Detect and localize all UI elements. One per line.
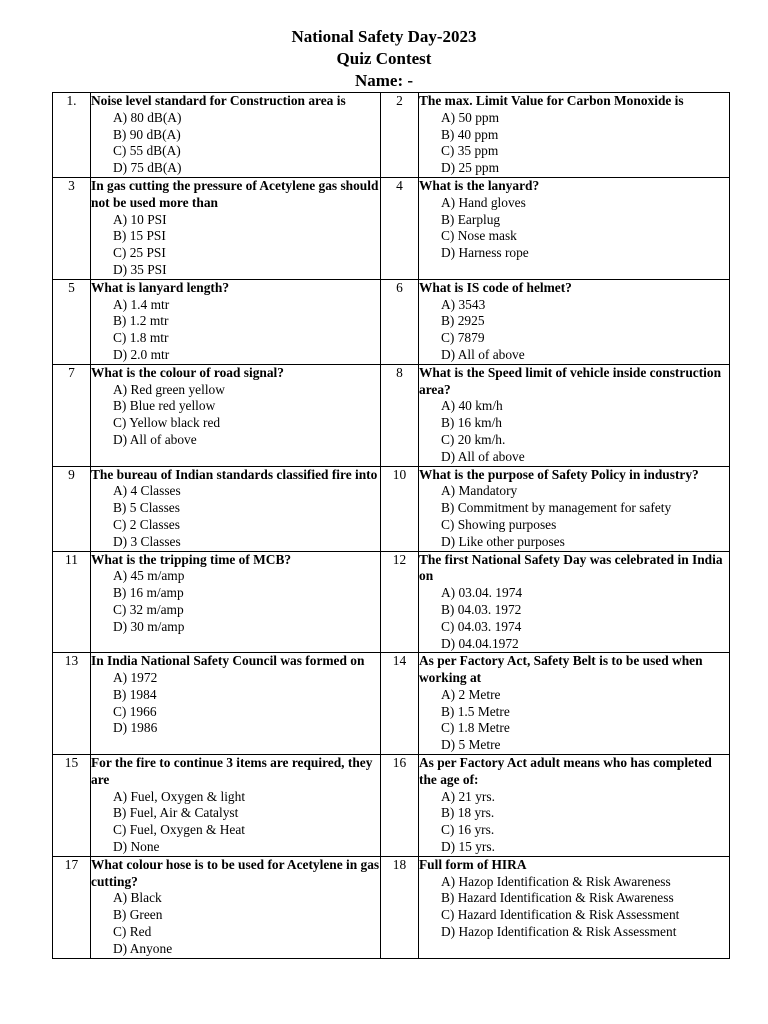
option-item: A) 1972 [113, 670, 158, 686]
option-item: B) Green [113, 907, 163, 923]
option-item: D) 75 dB(A) [113, 160, 182, 176]
question-text: What is the colour of road signal? [91, 364, 284, 380]
option-item: D) 25 ppm [441, 160, 500, 176]
question-cell [419, 755, 730, 857]
option-item: B) 15 PSI [113, 228, 166, 244]
option-item: A) 50 ppm [441, 109, 500, 125]
question-cell [419, 279, 730, 364]
question-cell [419, 856, 730, 958]
question-number: 4 [381, 177, 419, 279]
option-item: A) Hazop Identification & Risk Awareness [441, 873, 671, 889]
option-item: D) Hazop Identification & Risk Assessment [441, 924, 677, 940]
option-item: C) 04.03. 1974 [441, 618, 522, 634]
option-item: A) Black [113, 890, 162, 906]
option-item: D) Anyone [113, 940, 173, 956]
option-item: A) Fuel, Oxygen & light [113, 788, 246, 804]
question-number: 9 [53, 466, 91, 551]
option-item: A) 1.4 mtr [113, 296, 170, 312]
option-list [419, 483, 729, 550]
option-item: D) 35 PSI [113, 261, 167, 277]
option-item: B) 90 dB(A) [113, 126, 181, 142]
table-row [53, 755, 730, 857]
question-text: What is lanyard length? [91, 279, 230, 295]
option-item: B) Blue red yellow [113, 398, 216, 414]
question-cell [419, 364, 730, 466]
page-title: National Safety Day-2023 [291, 27, 477, 46]
option-item: D) Like other purposes [441, 533, 565, 549]
table-row [53, 93, 730, 178]
question-number: 11 [53, 551, 91, 653]
option-list [91, 297, 380, 364]
option-item: A) 80 dB(A) [113, 109, 182, 125]
table-row [53, 177, 730, 279]
quiz-table [52, 92, 730, 959]
question-number: 17 [53, 856, 91, 958]
question-text: Full form of HIRA [419, 856, 527, 872]
question-cell [91, 551, 381, 653]
table-row [53, 364, 730, 466]
question-number: 16 [381, 755, 419, 857]
option-item: A) 4 Classes [113, 483, 181, 499]
table-row [53, 856, 730, 958]
option-item: D) All of above [441, 346, 525, 362]
question-number: 2 [381, 93, 419, 178]
option-item: A) 40 km/h [441, 398, 503, 414]
question-number: 10 [381, 466, 419, 551]
question-cell [419, 466, 730, 551]
option-item: C) Hazard Identification & Risk Assessment [441, 907, 680, 923]
question-cell [91, 466, 381, 551]
option-item: D) 3 Classes [113, 533, 181, 549]
question-text: What colour hose is to be used for Acetylene in gas cutting? [91, 856, 380, 889]
question-text: The bureau of Indian standards classified fire into [91, 466, 378, 482]
option-item: B) 40 ppm [441, 126, 499, 142]
option-item: C) 1.8 mtr [113, 330, 169, 346]
question-text: Noise level standard for Construction area is [91, 93, 346, 108]
question-number: 6 [381, 279, 419, 364]
option-item: A) 21 yrs. [441, 788, 495, 804]
question-number: 3 [53, 177, 91, 279]
option-item: A) Hand gloves [441, 194, 526, 210]
option-list [91, 483, 380, 550]
option-list [419, 297, 729, 364]
option-item: B) 16 m/amp [113, 585, 184, 601]
option-item: B) 1.2 mtr [113, 313, 169, 329]
option-item: B) Hazard Identification & Risk Awareness [441, 890, 674, 906]
option-item: C) 35 ppm [441, 143, 499, 159]
option-list [91, 789, 380, 856]
option-item: A) Mandatory [441, 483, 518, 499]
question-cell [91, 177, 381, 279]
question-text: As per Factory Act adult means who has completed the age of: [419, 755, 712, 787]
option-list [419, 398, 729, 465]
table-row [53, 551, 730, 653]
option-item: C) 25 PSI [113, 245, 166, 261]
option-list [91, 110, 380, 177]
option-item: B) Commitment by management for safety [441, 500, 672, 516]
option-item: A) 2 Metre [441, 686, 501, 702]
table-row [53, 653, 730, 755]
option-item: D) 1986 [113, 720, 158, 736]
question-text: In India National Safety Council was formed on [91, 653, 365, 669]
option-item: C) 20 km/h. [441, 431, 506, 447]
option-list [419, 110, 729, 177]
name-label: Name: - [354, 71, 414, 90]
option-item: C) Red [113, 924, 152, 940]
option-list [419, 687, 729, 754]
question-cell [91, 364, 381, 466]
option-item: C) 55 dB(A) [113, 143, 181, 159]
option-item: C) 16 yrs. [441, 822, 495, 838]
option-list [419, 874, 729, 941]
table-row [53, 279, 730, 364]
question-number: 5 [53, 279, 91, 364]
question-text: For the fire to continue 3 items are required, they are [91, 755, 373, 787]
question-number: 1. [53, 93, 91, 178]
table-row [53, 466, 730, 551]
option-item: B) 04.03. 1972 [441, 601, 522, 617]
question-cell [91, 856, 381, 958]
question-text: What is IS code of helmet? [419, 279, 572, 295]
question-number: 12 [381, 551, 419, 653]
option-item: D) All of above [113, 431, 197, 447]
question-text: What is the tripping time of MCB? [91, 551, 292, 567]
page-header [0, 26, 768, 92]
option-item: D) 15 yrs. [441, 839, 495, 855]
option-item: B) 16 km/h [441, 415, 503, 431]
option-item: A) 10 PSI [113, 211, 167, 227]
option-item: D) 04.04.1972 [441, 635, 519, 651]
option-item: C) 2 Classes [113, 516, 180, 532]
question-text: As per Factory Act, Safety Belt is to be used when working at [419, 653, 703, 686]
option-item: B) 5 Classes [113, 500, 180, 516]
question-cell [91, 93, 381, 178]
question-cell [91, 279, 381, 364]
question-number: 8 [381, 364, 419, 466]
option-item: D) All of above [441, 448, 525, 464]
option-item: B) 1.5 Metre [441, 703, 510, 719]
option-item: B) 1984 [113, 686, 157, 702]
option-list [419, 585, 729, 652]
question-cell [91, 653, 381, 755]
option-item: A) 3543 [441, 296, 486, 312]
option-item: C) 1.8 Metre [441, 720, 510, 736]
option-list [91, 382, 380, 449]
question-cell [91, 755, 381, 857]
question-cell [419, 177, 730, 279]
question-text: What is the purpose of Safety Policy in industry? [419, 466, 699, 482]
option-list [419, 195, 729, 262]
option-item: B) 18 yrs. [441, 805, 495, 821]
question-text: The first National Safety Day was celebrated in India on [419, 551, 723, 584]
page-subtitle: Quiz Contest [336, 49, 432, 68]
option-item: D) None [113, 839, 160, 855]
question-text: The max. Limit Value for Carbon Monoxide is [419, 93, 684, 108]
option-item: A) 45 m/amp [113, 568, 185, 584]
option-item: B) Fuel, Air & Catalyst [113, 805, 239, 821]
option-list [419, 789, 729, 856]
option-item: C) 7879 [441, 330, 485, 346]
option-list [91, 212, 380, 279]
option-item: C) Nose mask [441, 228, 517, 244]
option-item: D) Harness rope [441, 245, 529, 261]
option-item: B) Earplug [441, 211, 501, 227]
question-number: 18 [381, 856, 419, 958]
option-item: C) 1966 [113, 703, 157, 719]
question-text: What is the Speed limit of vehicle inside construction area? [419, 364, 722, 397]
option-item: C) Fuel, Oxygen & Heat [113, 822, 246, 838]
option-item: C) 32 m/amp [113, 601, 184, 617]
question-cell [419, 653, 730, 755]
question-number: 13 [53, 653, 91, 755]
question-text: What is the lanyard? [419, 177, 540, 193]
option-item: B) 2925 [441, 313, 485, 329]
option-item: D) 30 m/amp [113, 618, 185, 634]
option-list [91, 670, 380, 737]
question-cell [419, 551, 730, 653]
question-number: 7 [53, 364, 91, 466]
option-item: D) 2.0 mtr [113, 346, 170, 362]
option-item: C) Showing purposes [441, 516, 557, 532]
option-item: A) Red green yellow [113, 381, 225, 397]
option-item: A) 03.04. 1974 [441, 585, 523, 601]
option-item: C) Yellow black red [113, 415, 221, 431]
question-number: 15 [53, 755, 91, 857]
option-list [91, 890, 380, 957]
option-item: D) 5 Metre [441, 737, 501, 753]
question-number: 14 [381, 653, 419, 755]
question-cell [419, 93, 730, 178]
option-list [91, 568, 380, 635]
question-text: In gas cutting the pressure of Acetylene gas should not be used more than [91, 177, 379, 210]
